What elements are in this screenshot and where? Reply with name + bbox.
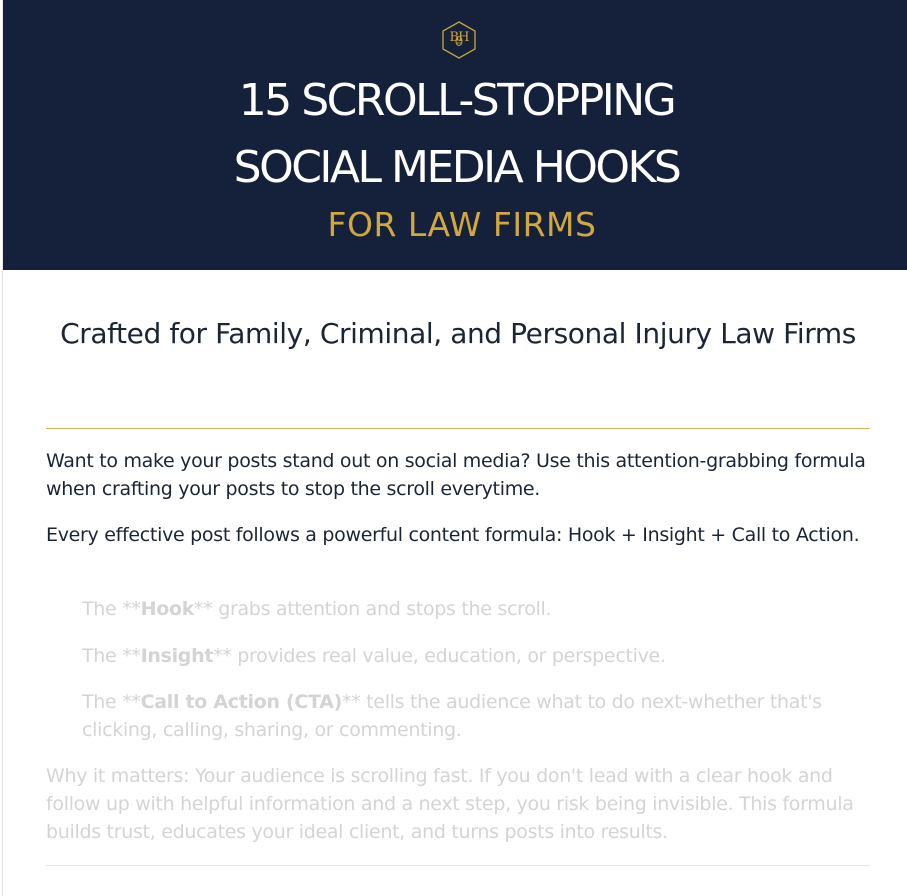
page-subtitle: FOR LAW FIRMS (327, 205, 597, 244)
bee-hexagon-logo-icon (440, 20, 478, 60)
why-it-matters-paragraph: Why it matters: Your audience is scrolling fast. If you don't lead with a clear hook and follow up with helpful information and a next step, you risk being invisible. This formula builds trust, educates your ideal client, and turns posts into results. (46, 765, 854, 843)
formula-item-hook (82, 595, 872, 623)
intro-paragraph-2: Every effective post follows a powerful content formula: Hook + Insight + Call to Action. (46, 524, 860, 546)
formula-term: Insight (140, 645, 214, 667)
intro-paragraph-1: Want to make your posts stand out on social media? Use this attention-grabbing formula when crafting your posts to stop the scroll everytime. (46, 450, 866, 500)
formula-description: grabs attention and stops the scroll. (212, 598, 552, 620)
formula-description: tells the audience what to do next-whether that's clicking, calling, sharing, or commenting. (82, 691, 822, 741)
markdown-marks: ** (122, 598, 141, 620)
formula-item-cta (82, 688, 872, 744)
section-divider-bottom (46, 865, 870, 866)
formula-description: provides real value, education, or perspective. (231, 645, 666, 667)
formula-term: Call to Action (CTA) (140, 691, 343, 713)
formula-item-prefix: The (82, 691, 123, 713)
markdown-marks: ** (122, 691, 141, 713)
markdown-marks: ** (213, 645, 232, 667)
markdown-marks: ** (342, 691, 361, 713)
tagline-heading: Crafted for Family, Criminal, and Personal Injury Law Firms (60, 317, 856, 350)
markdown-marks: ** (194, 598, 213, 620)
hero-banner (3, 0, 907, 270)
formula-item-insight (82, 642, 872, 670)
logo-monogram: BH (449, 30, 469, 45)
formula-item-prefix: The (82, 598, 123, 620)
markdown-marks: ** (122, 645, 141, 667)
page-title-line-1: 15 SCROLL-STOPPING (238, 75, 675, 126)
section-divider (46, 428, 870, 429)
page-title-line-2: SOCIAL MEDIA HOOKS (233, 142, 680, 193)
formula-item-prefix: The (82, 645, 123, 667)
formula-term: Hook (140, 598, 195, 620)
